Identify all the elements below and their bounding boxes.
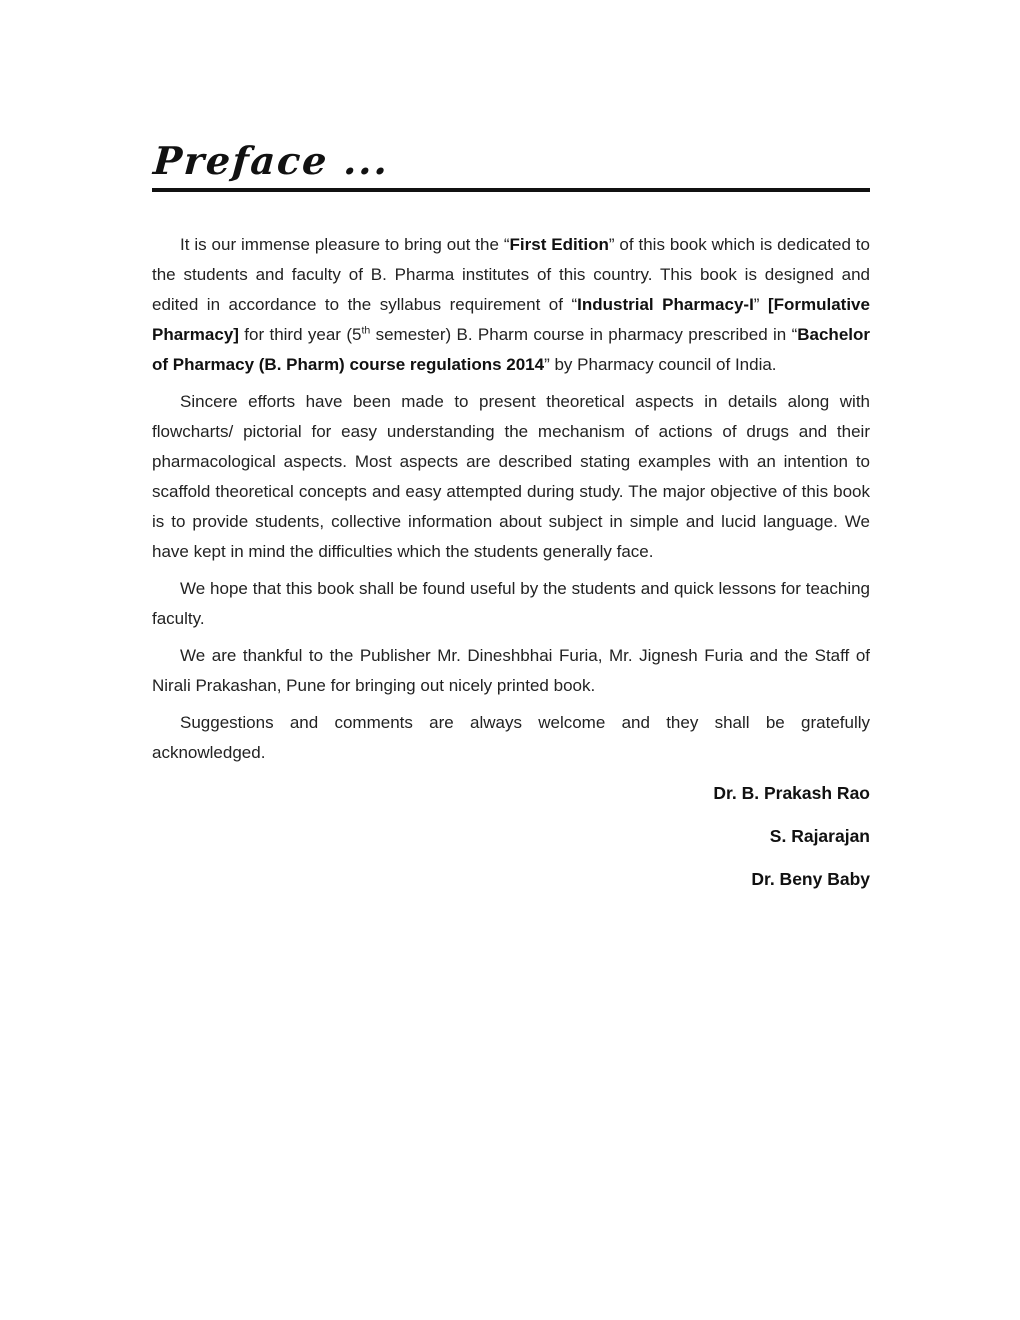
paragraph-efforts xyxy=(152,387,870,567)
paragraph-suggestions xyxy=(152,708,870,768)
bold-text-run: [Formulative Pharmacy] xyxy=(152,294,870,344)
signature-block xyxy=(152,784,870,888)
paragraph-intro xyxy=(152,230,870,380)
bold-text-run: First Edition xyxy=(509,234,609,254)
signature-author-2: S. Rajarajan xyxy=(769,825,870,846)
paragraph-thanks xyxy=(152,641,870,701)
text-run: We hope that this book shall be found useful by the students and quick lessons for teaching faculty. xyxy=(152,578,870,628)
text-run: Suggestions and comments are always welcome and they shall be gratefully acknowledged. xyxy=(152,712,870,762)
preface-body xyxy=(152,230,870,768)
page-title: Preface ... xyxy=(151,138,392,183)
superscript-run: th xyxy=(361,324,371,337)
heading-section xyxy=(152,140,870,192)
text-run: Sincere efforts have been made to present theoretical aspects in details along with flowcharts/ pictorial for easy understanding the mechanism of actions of drugs and their pharmacological aspects. Most aspects are described stating examples with an intention to scaffold theoretical concepts and easy attempted during study. The major objective of this book is to provide students, collective information about subject in simple and lucid language. We have kept in mind the difficulties which the students generally face. xyxy=(152,391,870,561)
text-run: It is our immense pleasure to bring out the “ xyxy=(180,234,510,254)
signature-author-1: Dr. B. Prakash Rao xyxy=(713,782,870,803)
text-run: ” of this book which is dedicated to the students and faculty of B. Pharma institutes of this country. This book is designed and edited in accordance to the syllabus requirement of “ xyxy=(152,234,870,314)
paragraph-hope xyxy=(152,574,870,634)
signature-author-3: Dr. Beny Baby xyxy=(751,868,870,889)
bold-text-run: Bachelor of Pharmacy (B. Pharm) course regulations 2014 xyxy=(152,324,870,374)
text-run: for third year (5 xyxy=(238,324,362,344)
text-run: semester) B. Pharm course in pharmacy prescribed in “ xyxy=(370,324,798,344)
text-run: We are thankful to the Publisher Mr. Dineshbhai Furia, Mr. Jignesh Furia and the Staff of Nirali Prakashan, Pune for bringing out nicely printed book. xyxy=(152,645,870,695)
heading-rule xyxy=(152,188,870,192)
text-run: ” by Pharmacy council of India. xyxy=(544,354,777,374)
text-run: ” xyxy=(753,294,768,314)
bold-text-run: Industrial Pharmacy-I xyxy=(577,294,754,314)
